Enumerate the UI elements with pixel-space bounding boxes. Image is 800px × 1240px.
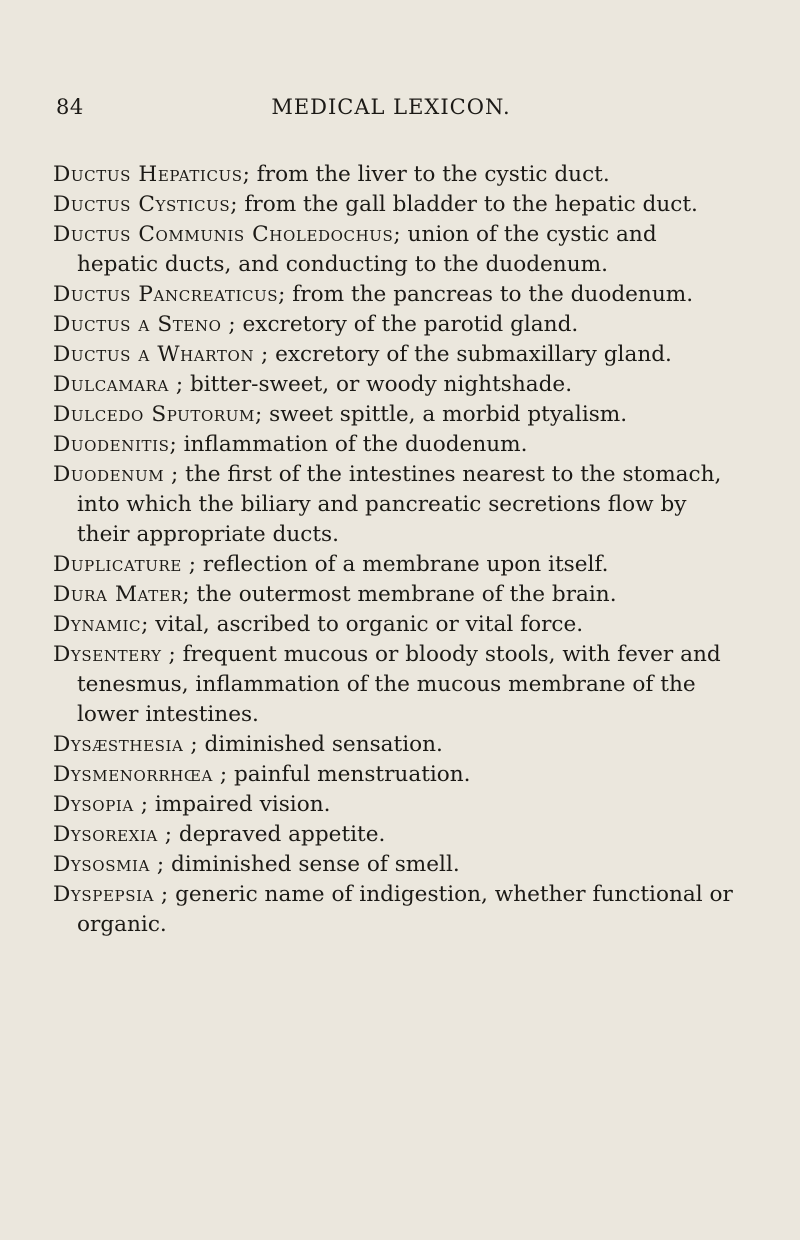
entry-definition: ; diminished sensation. xyxy=(183,732,443,757)
entry-definition: ; vital, ascribed to organic or vital force. xyxy=(141,612,584,637)
entry-ductus-a-steno xyxy=(53,310,743,340)
entry-term: Dysosmia xyxy=(53,852,150,877)
entry-term: Dulcedo Sputorum xyxy=(53,402,255,427)
entry-term: Dysentery xyxy=(53,642,162,667)
entry-dura-mater xyxy=(53,580,743,610)
running-head xyxy=(56,95,726,135)
entry-definition: ; sweet spittle, a morbid ptyalism. xyxy=(255,402,628,427)
entry-dysopia xyxy=(53,790,743,820)
entry-term: Ductus a Steno xyxy=(53,312,222,337)
entry-list xyxy=(53,160,743,940)
entry-term: Duplicature xyxy=(53,552,182,577)
entry-term: Duodenum xyxy=(53,462,165,487)
entry-ductus-pancreaticus xyxy=(53,280,743,310)
entry-definition: ; inflammation of the duodenum. xyxy=(169,432,528,457)
entry-dynamic xyxy=(53,610,743,640)
entry-term: Ductus Pancreaticus xyxy=(53,282,279,307)
entry-definition: ; reflection of a membrane upon itself. xyxy=(181,552,609,577)
entry-term: Ductus Hepaticus xyxy=(53,162,243,187)
entry-definition: ; from the pancreas to the duodenum. xyxy=(278,282,694,307)
entry-definition: ; from the gall bladder to the hepatic duct. xyxy=(230,192,698,217)
entry-term: Dysopia xyxy=(53,792,134,817)
entry-term: Dyspepsia xyxy=(53,882,155,907)
entry-definition: ; generic name of indigestion, whether functional or organic. xyxy=(77,882,733,937)
entry-definition: ; union of the cystic and hepatic ducts, and conducting to the duodenum. xyxy=(77,222,657,277)
entry-dysaesthesia xyxy=(53,730,743,760)
entry-term: Dulcamara xyxy=(53,372,169,397)
entry-definition: ; frequent mucous or bloody stools, with fever and tenesmus, inflammation of the mucous membrane of the lower intestines. xyxy=(77,642,721,727)
entry-definition: ; diminished sense of smell. xyxy=(149,852,460,877)
entry-definition: ; painful menstruation. xyxy=(212,762,471,787)
entry-definition: ; depraved appetite. xyxy=(157,822,386,847)
entry-term: Ductus a Wharton xyxy=(53,342,255,367)
entry-term: Duodenitis xyxy=(53,432,170,457)
entry-definition: ; the first of the intestines nearest to the stomach, into which the biliary and pancreatic secretions flow by their appropriate ducts. xyxy=(77,462,722,547)
entry-term: Dysmenorrhœa xyxy=(53,762,213,787)
entry-ductus-cysticus xyxy=(53,190,743,220)
entry-term: Ductus Cysticus xyxy=(53,192,231,217)
entry-term: Ductus Communis Choledochus xyxy=(53,222,394,247)
entry-dulcamara xyxy=(53,370,743,400)
entry-dysentery xyxy=(53,640,743,730)
entry-definition: ; impaired vision. xyxy=(133,792,331,817)
entry-ductus-hepaticus xyxy=(53,160,743,190)
entry-definition: ; from the liver to the cystic duct. xyxy=(242,162,610,187)
entry-definition: ; bitter-sweet, or woody nightshade. xyxy=(168,372,573,397)
entry-dysosmia xyxy=(53,850,743,880)
entry-dyspepsia xyxy=(53,880,743,940)
entry-duodenum xyxy=(53,460,743,550)
entry-dysorexia xyxy=(53,820,743,850)
running-title: MEDICAL LEXICON. xyxy=(271,95,511,119)
entry-definition: ; the outermost membrane of the brain. xyxy=(182,582,617,607)
entry-duodenitis xyxy=(53,430,743,460)
entry-definition: ; excretory of the parotid gland. xyxy=(221,312,579,337)
entry-term: Dysæsthesia xyxy=(53,732,184,757)
entry-term: Dysorexia xyxy=(53,822,158,847)
entry-term: Dura Mater xyxy=(53,582,183,607)
entry-ductus-communis-choledochus xyxy=(53,220,743,280)
page-number: 84 xyxy=(56,95,84,119)
entry-dulcedo-sputorum xyxy=(53,400,743,430)
entry-term: Dynamic xyxy=(53,612,142,637)
entry-duplicature xyxy=(53,550,743,580)
entry-definition: ; excretory of the submaxillary gland. xyxy=(254,342,672,367)
entry-dysmenorrhoea xyxy=(53,760,743,790)
entry-ductus-a-wharton xyxy=(53,340,743,370)
